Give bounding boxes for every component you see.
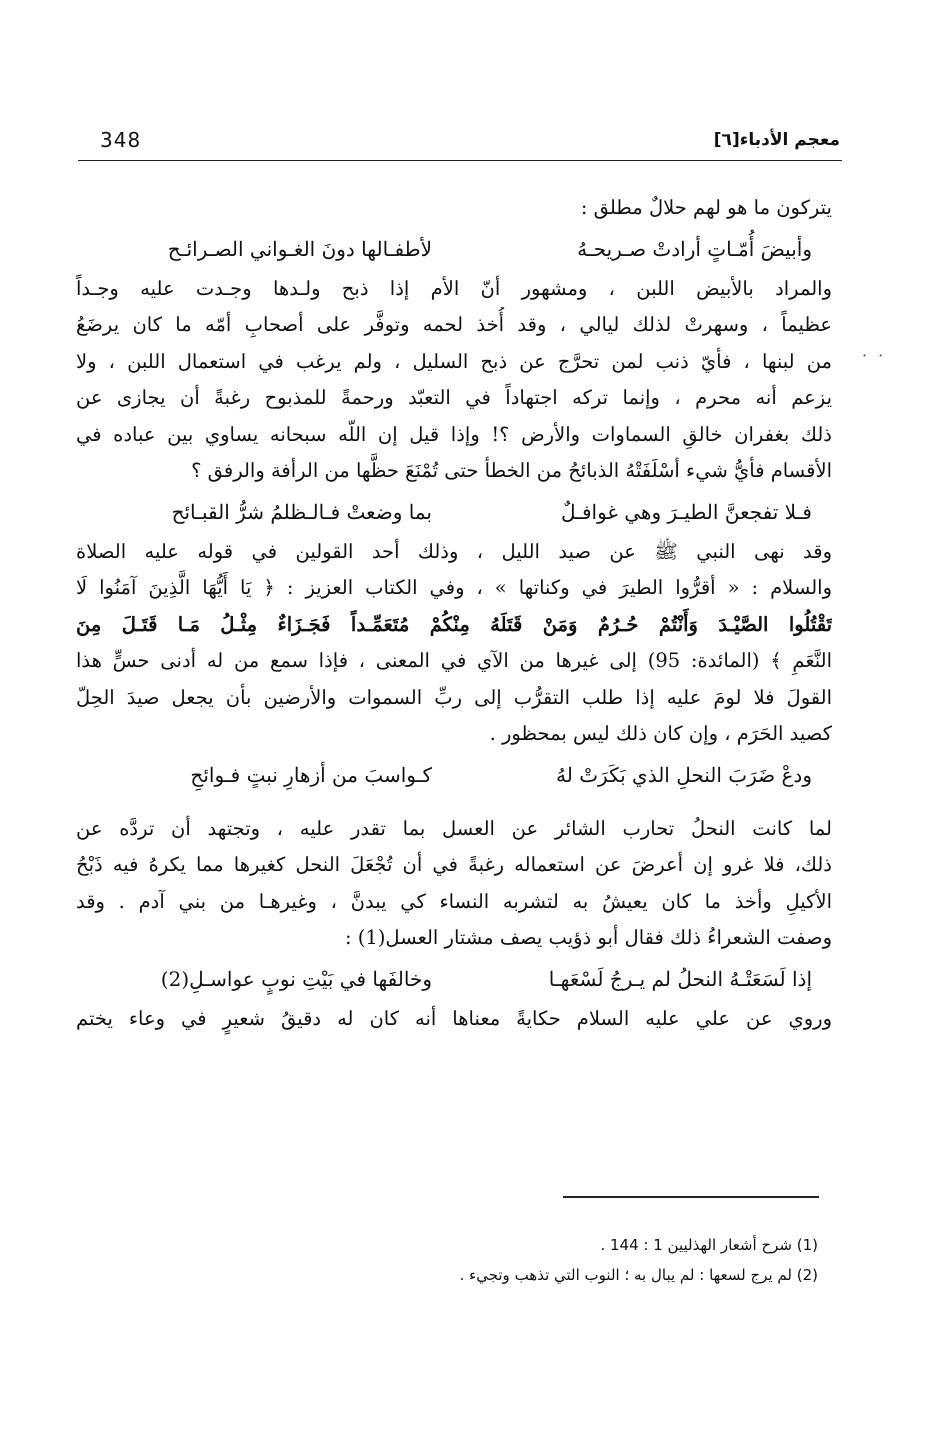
text-line: عظيماً ، وسهرتْ لذلك ليالي ، وقد أُخذ لحمه وتوفَّر على أصحابِ أمّه ما كان يرضَعُ xyxy=(76,313,832,336)
footnote-rule xyxy=(563,1196,819,1198)
text-line: القولَ فلا لومَ عليه إذا طلب التقرُّب إلى ربِّ السموات والأرضين بأن يجعل صيدَ الحِلّ xyxy=(76,685,832,709)
quran-verse-line: تَقْتُلُوا الصَّيْـدَ وَأَنْتُمْ حُـرُمٌ وَمَنْ قَتَلَهُ مِنْكُمْ مُتَعَمِّـداً فَجَـزَاءٌ مِثْـلُ مَـا قَتَـلَ مِنَ xyxy=(76,612,832,636)
verse-2 xyxy=(76,490,832,534)
text-line: لما كانت النحلُ تحارب الشائر عن العسل بما تقدر عليه ، وتجتهد أن تردَّه عن xyxy=(76,816,832,840)
text-line: من لبنها ، فأيّ ذنب لمن تحرَّج عن ذبح السليل ، ولم يرغب في استعمال اللبن ، ولا xyxy=(76,349,832,373)
text-line: وصفت الشعراءُ ذلك فقال أبو ذؤيب يصف مشتار العسل(1) : xyxy=(345,926,832,949)
text-line: الأقسام فأيُّ شيء أسْلَفَتْهُ الذبائحُ من الخطأ حتى تُمْنَعَ حظَّها من الرأفة والرفق ؟ xyxy=(191,459,832,482)
verse-2-first-hemistich: فـلا تفجعنَّ الطيـرَ وهي غوافـلٌ xyxy=(560,499,812,524)
verse-3 xyxy=(76,753,832,797)
verse-3-first-hemistich: ودعْ ضَرَبَ النحلِ الذي بَكَرَتْ لهُ xyxy=(556,762,812,787)
text-line: وروي عن علي عليه السلام حكايةً معناها أنه كان له دقيقُ شعيرٍ في وعاء يختم xyxy=(76,1006,832,1030)
text-line: النَّعَمِ ﴾ (المائدة: 95) إلى غيرها من الآي في المعنى ، فإذا سمع من له أدنى حسٍّ هذا xyxy=(76,649,832,672)
text-line: يزعم أنه محرم ، وإنما تركه اجتهاداً في التعبّد ورحمةً للمذبوح رغبةً أن يجازى عن xyxy=(76,386,832,409)
verse-4-second-hemistich: وخالفَها في بَيْتِ نوبٍ عواسـلِ(2) xyxy=(160,966,432,991)
verse-3-second-hemistich: كـواسبَ من أزهارِ نبتٍ فـوائحِ xyxy=(190,762,432,787)
footnotes xyxy=(300,1230,818,1290)
main-text xyxy=(76,190,832,1037)
header-rule xyxy=(78,160,842,161)
verse-1-first-hemistich: وأبيضَ أُمّـاتٍ أرادتْ صـريحـهُ xyxy=(577,236,812,261)
verse-1 xyxy=(76,227,832,271)
page-number: 348 xyxy=(100,128,142,152)
margin-mark: · · xyxy=(862,346,887,365)
text-line: كصيد الحَرَم ، وإن كان ذلك ليس بمحظور . xyxy=(489,722,832,745)
verse-1-second-hemistich: لأطفـالها دونَ الغـواني الصـرائـح xyxy=(167,236,432,261)
text-line: ذلك بغفران خالقِ السماوات والأرض ؟! وإذا قيل إن اللّه سبحانه يساوي بين عباده في xyxy=(76,422,832,446)
text-line: والمراد بالأبيض اللبن ، ومشهور أنّ الأم إذا ذبح ولـدها وجـدت عليه وجـداً xyxy=(76,276,832,300)
verse-2-second-hemistich: بما وضعتْ فـالـظلمُ شرُّ القبـائح xyxy=(171,499,432,524)
footnote-1: (1) شرح أشعار الهذليين 1 : 144 . xyxy=(600,1236,818,1254)
running-title: معجم الأدباء[٦] xyxy=(713,130,840,150)
text-line: والسلام : « أقرُّوا الطيرَ في وكناتها » ، وفي الكتاب العزيز : ﴿ يَا أَيُّهَا الَّذِينَ آمَنُوا لَا xyxy=(76,576,832,599)
verse-4-first-hemistich: إذا لَسَعَتْـهُ النحلُ لم يـرجُ لَسْعَهـا xyxy=(548,966,812,991)
verse-4 xyxy=(76,957,832,1001)
text-line: الأكيلِ وأخذ ما كان يعيشُ به لتشربه النساء كي يبدنَّ ، وغيرهـا من بني آدم . وقد xyxy=(76,889,832,913)
text-line: وقد نهى النبي ﷺ عن صيد الليل ، وذلك أحد القولين في قوله عليه الصلاة xyxy=(76,539,832,563)
page-header xyxy=(80,128,840,158)
text-line: ذلك، فلا غرو إن أعرضَ عن استعماله رغبةً في أن تُجْعَلَ النحل كغيرها مما يكرهُ فيه ذَبْحُ xyxy=(76,853,832,876)
footnote-2: (2) لم يرج لسعها : لم يبال به ؛ النوب التي تذهب وتجيء . xyxy=(459,1266,818,1284)
intro-line: يتركون ما هو لهم حلالٌ مطلق : xyxy=(580,196,832,219)
